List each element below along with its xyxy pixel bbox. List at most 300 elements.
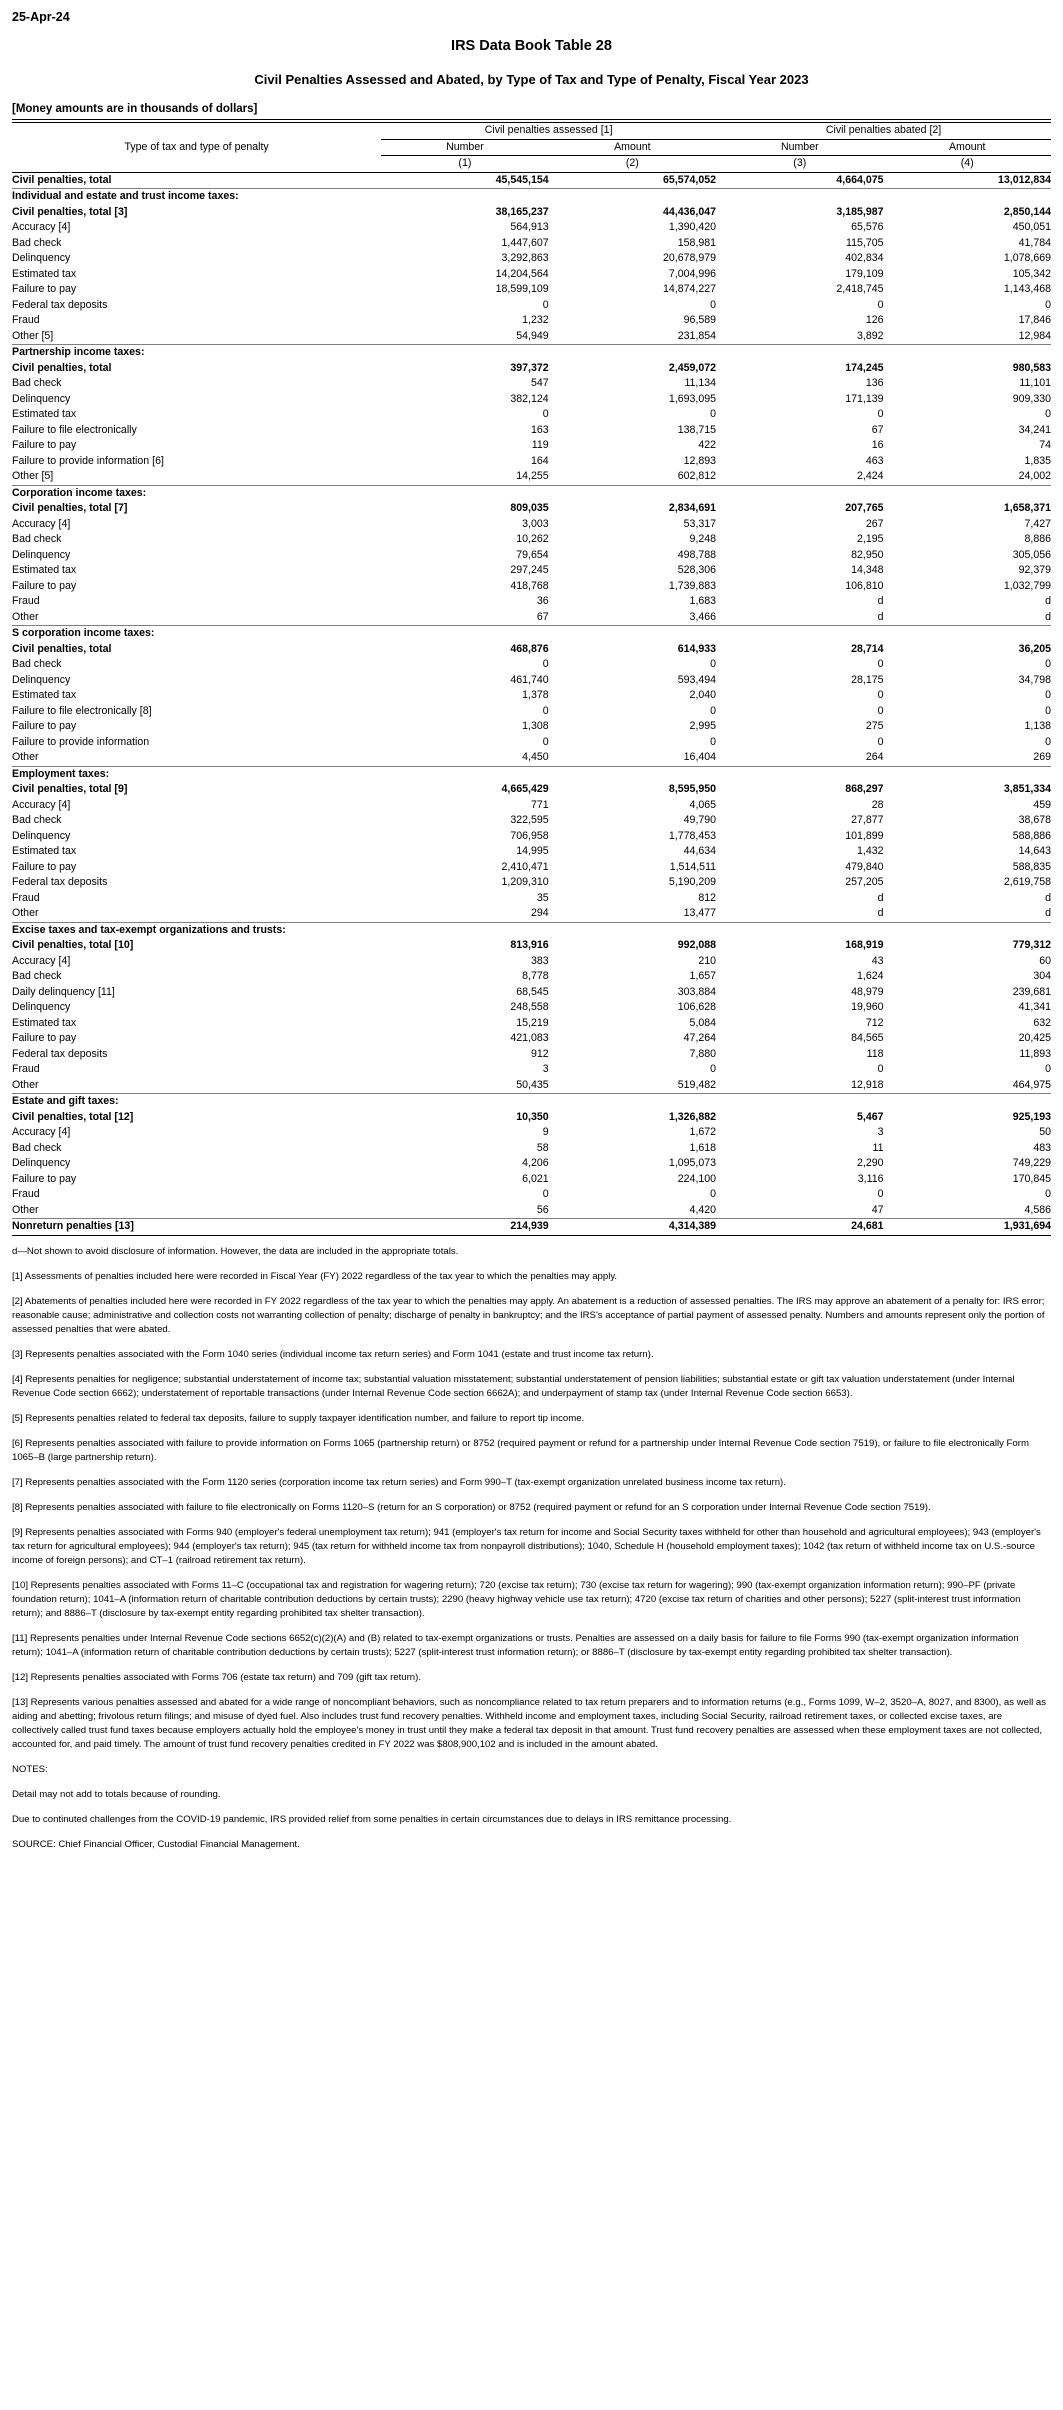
- row-value-col2: 1,390,420: [668, 221, 717, 233]
- row-value-col1: 322,595: [510, 814, 549, 826]
- row-value-col2: 0: [710, 658, 717, 670]
- row-value-col1: 706,958: [510, 829, 549, 842]
- footnote-item: [1] Assessments of penalties included here were recorded in Fiscal Year (FY) 2022 regardless of the tax year to which the penalties may apply.: [12, 1270, 618, 1282]
- row-value-col4: 909,330: [1012, 392, 1051, 405]
- row-value-col1: 214,939: [381, 1219, 548, 1236]
- row-label: Civil penalties, total [12]: [12, 1110, 134, 1123]
- row-value-col1: 164: [530, 454, 549, 467]
- row-value-col4: [884, 766, 1052, 782]
- row-value-col1: 14,995: [516, 845, 549, 857]
- row-value-col2: 602,812: [549, 469, 716, 485]
- row-value-col4: 483: [1033, 1141, 1051, 1154]
- table-row: [12, 1141, 1051, 1157]
- row-label: Failure to pay: [12, 720, 77, 732]
- row-value-col4: 588,886: [1012, 829, 1051, 842]
- row-value-col4: [884, 189, 1052, 205]
- table-row: [12, 236, 1051, 252]
- row-value-col4: 24,002: [884, 469, 1052, 485]
- row-label: Failure to pay: [12, 283, 77, 295]
- row-value-col4: [884, 922, 1052, 938]
- row-value-col2: 1,095,073: [668, 1157, 717, 1169]
- row-value-col1: [381, 345, 548, 361]
- row-value-col2: [549, 189, 716, 205]
- footnotes-section: [12, 1245, 1051, 1852]
- row-value-col3: 24,681: [716, 1219, 883, 1236]
- column-number-3: (3): [716, 156, 883, 173]
- row-value-col3: 3,116: [857, 1172, 884, 1185]
- row-value-col4: 1,143,468: [1003, 283, 1051, 295]
- row-value-col1: 1,447,607: [501, 236, 549, 249]
- table-row: [12, 438, 1051, 454]
- table-row: [12, 563, 1051, 579]
- row-value-col2: 1,778,453: [668, 829, 717, 842]
- table-row: [12, 875, 1051, 891]
- row-value-col1: 382,124: [510, 392, 549, 405]
- table-row: [12, 313, 1051, 329]
- row-value-col3: d: [716, 906, 883, 922]
- row-value-col3: 65,576: [851, 221, 884, 233]
- row-value-col1: [381, 626, 548, 642]
- row-value-col1: 421,083: [510, 1032, 549, 1044]
- row-value-col2: 812: [698, 891, 717, 904]
- row-value-col2: 992,088: [677, 939, 717, 951]
- note-item: Due to continuted challenges from the COVID-19 pandemic, IRS provided relief from some penalties in certain circumstances due to delays in IRS remittance processing.: [12, 1813, 732, 1825]
- row-value-col3: d: [877, 891, 884, 904]
- row-label: Civil penalties, total [10]: [12, 939, 134, 951]
- row-label: Fraud: [12, 891, 40, 904]
- table-row: [12, 220, 1051, 236]
- table-row: [12, 1047, 1051, 1063]
- table-row: [12, 610, 1051, 626]
- row-value-col1: 294: [381, 906, 548, 922]
- row-value-col4: 34,241: [1018, 423, 1051, 436]
- row-label: Bad check: [12, 970, 62, 982]
- table-row: [12, 282, 1051, 298]
- row-value-col3: 264: [716, 750, 883, 766]
- row-value-col2: 303,884: [677, 985, 717, 998]
- row-value-col1: [381, 1094, 548, 1110]
- row-value-col1: 3: [542, 1063, 549, 1075]
- column-number-1: (1): [381, 156, 548, 173]
- footnote-item: [6] Represents penalties associated with failure to provide information on Forms 1065 (partnership return) or 8752 (required payment or refund for a partnership under Internal Revenue Code section 7519), or failure to file electronically Form 1065–B (large partnership return).: [12, 1437, 1029, 1463]
- row-value-col3: 0: [877, 1063, 884, 1075]
- footnote-item: [7] Represents penalties associated with the Form 1120 series (corporation income tax return series) and Form 990–T (tax-exempt organization unrelated business income tax return).: [12, 1476, 786, 1488]
- row-value-col2: 1,657: [689, 970, 717, 982]
- row-value-col3: 712: [865, 1016, 884, 1029]
- table-row: [12, 688, 1051, 704]
- table-row: [12, 407, 1051, 423]
- table-row: [12, 485, 1051, 501]
- row-value-col3: [716, 345, 883, 361]
- table-row: [12, 766, 1051, 782]
- table-row: [12, 298, 1051, 314]
- row-value-col4: 304: [1033, 970, 1051, 982]
- row-value-col1: 18,599,109: [495, 283, 549, 295]
- table-row: [12, 1110, 1051, 1126]
- row-value-col4: 0: [1045, 735, 1051, 748]
- row-value-col2: 0: [710, 704, 717, 717]
- row-value-col4: 925,193: [1012, 1110, 1051, 1123]
- table-row: [12, 361, 1051, 377]
- row-value-col3: 257,205: [845, 876, 884, 888]
- row-label: Other: [12, 1078, 381, 1094]
- table-body: [12, 172, 1051, 1235]
- row-value-col4: 1,138: [1024, 720, 1051, 732]
- row-value-col3: 11: [872, 1141, 884, 1154]
- subheader-assessed-number: Number: [381, 139, 548, 156]
- row-value-col4: 13,012,834: [884, 172, 1052, 189]
- row-label: Civil penalties, total [9]: [12, 783, 128, 795]
- row-value-col3: 171,139: [845, 392, 884, 405]
- table-row: [12, 172, 1051, 189]
- row-value-col1: 0: [542, 735, 549, 748]
- column-number-4: (4): [884, 156, 1052, 173]
- row-value-col3: 267: [865, 517, 884, 530]
- footnote-item: [8] Represents penalties associated with failure to file electronically on Forms 1120–S (return for an S corporation) or 8752 (required payment or refund for an S corporation under Internal Revenue Code section 7519).: [12, 1501, 931, 1513]
- footnote-item: [5] Represents penalties related to federal tax deposits, failure to supply taxpayer identification number, and failure to report tip income.: [12, 1412, 585, 1424]
- row-value-col1: 45,545,154: [381, 172, 548, 189]
- row-value-col1: 4,450: [381, 750, 548, 766]
- row-value-col1: 67: [381, 610, 548, 626]
- row-label: Bad check: [12, 1141, 62, 1154]
- row-value-col2: 1,618: [689, 1141, 717, 1154]
- row-label: Fraud: [12, 314, 40, 326]
- row-label: Failure to provide information [6]: [12, 454, 164, 467]
- row-value-col2: 13,477: [549, 906, 716, 922]
- row-value-col4: d: [884, 610, 1052, 626]
- row-label: Daily delinquency [11]: [12, 985, 115, 998]
- notes-label: NOTES:: [12, 1763, 48, 1775]
- table-row: [12, 345, 1051, 361]
- row-value-col4: 14,643: [1018, 845, 1051, 857]
- row-label: Delinquency: [12, 548, 71, 561]
- row-value-col2: 138,715: [677, 423, 717, 436]
- row-value-col3: 101,899: [845, 829, 884, 842]
- table-row: [12, 532, 1051, 548]
- row-value-col4: 980,583: [1012, 361, 1051, 374]
- row-value-col1: 6,021: [522, 1172, 549, 1185]
- row-value-col2: 0: [710, 1188, 717, 1200]
- row-value-col4: 11,101: [1019, 377, 1051, 389]
- table-row: [12, 829, 1051, 845]
- row-label: Delinquency: [12, 1001, 71, 1013]
- row-value-col3: 43: [871, 954, 884, 967]
- row-label: Nonreturn penalties [13]: [12, 1219, 381, 1236]
- row-value-col3: [716, 922, 883, 938]
- row-value-col1: 79,654: [516, 548, 549, 561]
- footnote-item: [12] Represents penalties associated with Forms 706 (estate tax return) and 709 (gift tax return).: [12, 1671, 422, 1683]
- row-label: Corporation income taxes:: [12, 486, 147, 499]
- page-title: IRS Data Book Table 28: [451, 38, 612, 54]
- row-value-col1: 564,913: [510, 221, 549, 233]
- row-value-col3: 2,424: [716, 469, 883, 485]
- row-value-col2: [549, 345, 716, 361]
- row-value-col4: 34,798: [1018, 673, 1051, 686]
- row-value-col1: 912: [530, 1047, 549, 1060]
- row-label: Failure to file electronically [8]: [12, 704, 152, 717]
- row-value-col3: [716, 1094, 883, 1110]
- row-value-col3: 118: [866, 1047, 884, 1060]
- row-value-col4: 0: [1045, 298, 1051, 311]
- row-value-col4: 20,425: [1018, 1032, 1051, 1044]
- row-value-col4: 50: [1039, 1126, 1051, 1138]
- row-value-col1: 1,308: [522, 720, 549, 732]
- row-label: Estimated tax: [12, 267, 77, 280]
- row-value-col3: 19,960: [851, 1001, 884, 1013]
- row-value-col3: 179,109: [845, 267, 884, 280]
- row-value-col4: 239,681: [1012, 985, 1051, 998]
- table-row: [12, 329, 1051, 345]
- row-value-col1: 38,165,237: [495, 205, 549, 218]
- colnum-spacer: [12, 156, 381, 173]
- row-value-col2: 0: [710, 408, 717, 420]
- row-label: Failure to pay: [12, 439, 77, 451]
- row-value-col3: 168,919: [845, 939, 884, 951]
- row-label: Bad check: [12, 236, 62, 249]
- row-label: S corporation income taxes:: [12, 627, 155, 639]
- row-value-col3: 5,467: [856, 1110, 884, 1123]
- row-value-col1: 383: [530, 954, 549, 967]
- row-label: Accuracy [4]: [12, 798, 71, 811]
- row-value-col3: 28: [871, 798, 884, 811]
- row-value-col1: 14,204,564: [495, 267, 549, 280]
- row-value-col4: 11,893: [1019, 1047, 1051, 1060]
- row-label: Accuracy [4]: [12, 221, 71, 233]
- row-value-col4: 7,427: [1024, 517, 1051, 530]
- row-value-col4: [884, 1094, 1052, 1110]
- row-value-col3: 4,664,075: [716, 172, 883, 189]
- row-value-col1: 0: [542, 658, 549, 670]
- row-value-col2: 1,326,882: [668, 1110, 717, 1123]
- row-label: Civil penalties, total [3]: [12, 205, 128, 218]
- row-value-col1: 297,245: [510, 564, 549, 576]
- row-value-col3: 0: [877, 408, 884, 420]
- group-header-assessed: Civil penalties assessed [1]: [381, 123, 716, 139]
- row-label: Accuracy [4]: [12, 517, 71, 530]
- row-value-col4: 0: [1045, 689, 1051, 701]
- row-value-col3: 0: [877, 689, 884, 701]
- group-header-abated: Civil penalties abated [2]: [716, 123, 1051, 139]
- table-row: [12, 1203, 1051, 1219]
- table-row: [12, 844, 1051, 860]
- row-value-col4: 632: [1033, 1016, 1051, 1029]
- notes-list: [12, 1788, 1051, 1827]
- row-value-col1: 397,372: [510, 361, 549, 374]
- row-value-col4: d: [884, 906, 1052, 922]
- row-value-col2: 14,874,227: [663, 283, 717, 295]
- table-row: [12, 267, 1051, 283]
- row-value-col2: 1,693,095: [668, 392, 717, 405]
- row-value-col4: 92,379: [1018, 564, 1051, 576]
- table-row: [12, 969, 1051, 985]
- table-row: [12, 860, 1051, 876]
- row-value-col1: 0: [542, 704, 549, 717]
- row-value-col1: 10,262: [516, 533, 549, 545]
- row-value-col3: 82,950: [851, 548, 884, 561]
- row-value-col3: 115,705: [845, 236, 884, 249]
- row-label: Fraud: [12, 595, 40, 607]
- row-value-col2: [549, 766, 716, 782]
- row-value-col4: 2,619,758: [1003, 876, 1051, 888]
- row-label: Federal tax deposits: [12, 298, 108, 311]
- row-value-col4: 269: [884, 750, 1052, 766]
- row-label: Other: [12, 1203, 381, 1219]
- footnote-item: [13] Represents various penalties assessed and abated for a wide range of noncompliant behaviors, such as noncompliance related to tax return preparers and to information returns (e.g., Forms 1099, W–2, 3520–A, 8027, and 8300), as well as aiding and abetting; frivolous return filings; and misuse of dyed fuel. Also includes trust fund recovery penalties. Withheld income and employment taxes, including Social Security, railroad retirement taxes, or collected excise taxes, are collectively called trust fund taxes because employers actually hold the employee's money in trust until they make a federal tax deposit in that amount. Trust fund recovery penalties are assessed when these employment taxes are not collected, accounted for, and paid timely. The amount of trust fund recovery penalties credited in FY 2022 was $808,900,102 and is included in the amount abated.: [12, 1696, 1047, 1750]
- stub-header: Type of tax and type of penalty: [124, 141, 269, 153]
- row-value-col3: 174,245: [845, 361, 884, 374]
- row-value-col1: 56: [381, 1203, 548, 1219]
- table-row: [12, 985, 1051, 1001]
- row-value-col4: 464,975: [884, 1078, 1052, 1094]
- row-value-col3: 0: [877, 658, 884, 670]
- row-value-col2: 614,933: [677, 642, 717, 655]
- row-value-col2: 16,404: [549, 750, 716, 766]
- table-row: [12, 501, 1051, 517]
- table-row: [12, 594, 1051, 610]
- row-value-col3: 27,877: [851, 814, 884, 826]
- row-value-col4: 170,845: [1012, 1172, 1051, 1185]
- row-label: Failure to pay: [12, 1032, 77, 1044]
- footnote-item: [10] Represents penalties associated with Forms 11–C (occupational tax and registration for wagering return); 720 (excise tax return); 730 (excise tax return for wagering); 990 (tax-exempt organization information return); 990–PF (private foundation return); 1041–A (information return of charitable contribution deductions by certain trusts); 2290 (heavy highway vehicle use tax return); 4720 (excise tax return of charities and other persons); 5227 (split-interest trust information return); and 8886–T (disclosure by tax-exempt entity regarding prohibited tax shelter transaction).: [12, 1579, 1021, 1619]
- row-value-col2: 528,306: [677, 564, 717, 576]
- table-row: [12, 1062, 1051, 1078]
- units-note: [Money amounts are in thousands of dollars]: [12, 103, 258, 115]
- row-value-col2: 12,893: [683, 454, 717, 467]
- row-label: Failure to file electronically: [12, 423, 137, 436]
- row-value-col2: 1,514,511: [669, 860, 717, 873]
- row-value-col2: 1,672: [689, 1126, 717, 1138]
- row-value-col1: 461,740: [510, 673, 549, 686]
- row-label: Other: [12, 750, 381, 766]
- footnote-item: [3] Represents penalties associated with the Form 1040 series (individual income tax return series) and Form 1041 (estate and trust income tax return).: [12, 1348, 654, 1360]
- row-value-col4: 1,931,694: [884, 1219, 1052, 1236]
- row-value-col3: 2,418,745: [836, 283, 884, 295]
- row-label: Failure to pay: [12, 579, 77, 592]
- row-value-col3: [716, 189, 883, 205]
- row-value-col2: 0: [710, 735, 717, 748]
- row-value-col3: 28,175: [851, 673, 884, 686]
- row-value-col4: 0: [1045, 408, 1051, 420]
- row-value-col3: 479,840: [845, 860, 884, 873]
- row-value-col4: [884, 485, 1052, 501]
- row-value-col1: 119: [531, 439, 549, 451]
- row-value-col3: 126: [865, 314, 884, 326]
- row-value-col4: d: [1045, 891, 1051, 904]
- row-value-col3: 0: [877, 1188, 884, 1200]
- table-row: [12, 1156, 1051, 1172]
- row-value-col2: 47,264: [683, 1032, 717, 1044]
- table-row: [12, 906, 1051, 922]
- row-value-col2: 210: [698, 954, 717, 967]
- row-value-col2: 20,678,979: [663, 252, 717, 264]
- row-value-col1: 771: [530, 798, 549, 811]
- row-value-col2: 2,995: [689, 720, 717, 732]
- row-value-col1: [381, 922, 548, 938]
- table-row: [12, 548, 1051, 564]
- row-value-col2: 5,190,209: [668, 876, 717, 888]
- row-value-col4: 749,229: [1012, 1157, 1051, 1169]
- row-value-col1: 1,378: [522, 689, 549, 701]
- row-value-col4: 305,056: [1012, 548, 1051, 561]
- row-value-col1: 813,916: [510, 939, 549, 951]
- row-value-col4: [884, 345, 1052, 361]
- row-value-col4: 0: [1045, 1188, 1051, 1200]
- row-label: Estimated tax: [12, 845, 77, 857]
- note-item: Detail may not add to totals because of rounding.: [12, 1788, 221, 1800]
- row-label: Accuracy [4]: [12, 1126, 71, 1138]
- subheader-abated-amount: Amount: [884, 139, 1052, 156]
- row-value-col3: [716, 626, 883, 642]
- row-value-col2: 65,574,052: [549, 172, 716, 189]
- row-value-col4: 2,850,144: [1003, 205, 1051, 218]
- table-row: [12, 938, 1051, 954]
- row-value-col3: 12,918: [716, 1078, 883, 1094]
- row-value-col2: 7,880: [689, 1047, 717, 1060]
- table-row: [12, 454, 1051, 470]
- row-value-col2: 2,040: [689, 689, 717, 701]
- row-value-col4: 38,678: [1018, 814, 1051, 826]
- row-value-col3: 67: [871, 423, 884, 436]
- row-label: Employment taxes:: [12, 767, 110, 780]
- table-row: [12, 657, 1051, 673]
- row-label: Bad check: [12, 814, 62, 826]
- row-value-col2: 44,634: [683, 845, 717, 857]
- row-value-col2: 593,494: [677, 673, 717, 686]
- subheader-abated-number: Number: [716, 139, 883, 156]
- table-row: [12, 704, 1051, 720]
- row-value-col3: 3: [877, 1126, 884, 1138]
- table-row: [12, 189, 1051, 205]
- row-label: Other: [12, 906, 381, 922]
- row-value-col4: 0: [1045, 1063, 1051, 1075]
- row-label: Partnership income taxes:: [12, 346, 145, 358]
- row-label: Failure to provide information: [12, 735, 150, 748]
- row-label: Failure to pay: [12, 1172, 77, 1185]
- table-row: [12, 1187, 1051, 1203]
- table-row: [12, 782, 1051, 798]
- row-value-col1: 2,410,471: [501, 860, 549, 873]
- row-label: Delinquency: [12, 673, 71, 686]
- footnote-item: [4] Represents penalties for negligence; substantial understatement of income tax; substantial valuation misstatement; substantial understatement of pension liabilities; substantial estate or gift tax valuation understatement (under Internal Revenue Code section 6662); understatement of reportable transactions (under Internal Revenue Code section 6662A); and underpayment of stamp tax (under Internal Revenue Code section 6653).: [12, 1373, 1015, 1399]
- row-value-col4: 17,846: [1018, 314, 1051, 326]
- row-value-col2: 0: [710, 298, 717, 311]
- row-value-col3: 0: [877, 735, 884, 748]
- row-value-col3: 3,185,987: [836, 205, 884, 218]
- row-value-col2: [549, 1094, 716, 1110]
- row-value-col4: d: [1045, 595, 1051, 607]
- footnote-item: [2] Abatements of penalties included here were recorded in FY 2022 regardless of the tax year to which the penalties may apply. An abatement is a reduction of assessed penalties. The IRS may approve an abatement of a penalty for: IRS error; reasonable cause; administrative and collection costs not warranting collection of penalty; discharge of penalty in bankruptcy; and the IRS's acceptance of partial payment of assessed penalty. Numbers and amounts represent only the portion of assessed penalties that were abated.: [12, 1295, 1045, 1335]
- table-row: [12, 1031, 1051, 1047]
- row-label: Individual and estate and trust income taxes:: [12, 190, 239, 202]
- row-value-col1: 1,209,310: [501, 876, 549, 888]
- row-value-col1: 418,768: [510, 579, 549, 592]
- row-value-col4: 41,341: [1018, 1001, 1051, 1013]
- row-label: Failure to pay: [12, 860, 77, 873]
- row-value-col1: 4,665,429: [501, 783, 549, 795]
- column-number-2: (2): [549, 156, 716, 173]
- table-row: [12, 891, 1051, 907]
- row-value-col4: 41,784: [1018, 236, 1051, 249]
- row-value-col2: [549, 485, 716, 501]
- row-value-col4: 588,835: [1012, 860, 1051, 873]
- row-value-col4: 8,886: [1024, 533, 1051, 545]
- row-value-col1: 3,292,863: [501, 252, 549, 264]
- header-colnum-row: [12, 156, 1051, 173]
- row-value-col3: 0: [877, 704, 884, 717]
- row-value-col3: 47: [716, 1203, 883, 1219]
- row-value-col2: [549, 922, 716, 938]
- row-value-col1: 14,255: [381, 469, 548, 485]
